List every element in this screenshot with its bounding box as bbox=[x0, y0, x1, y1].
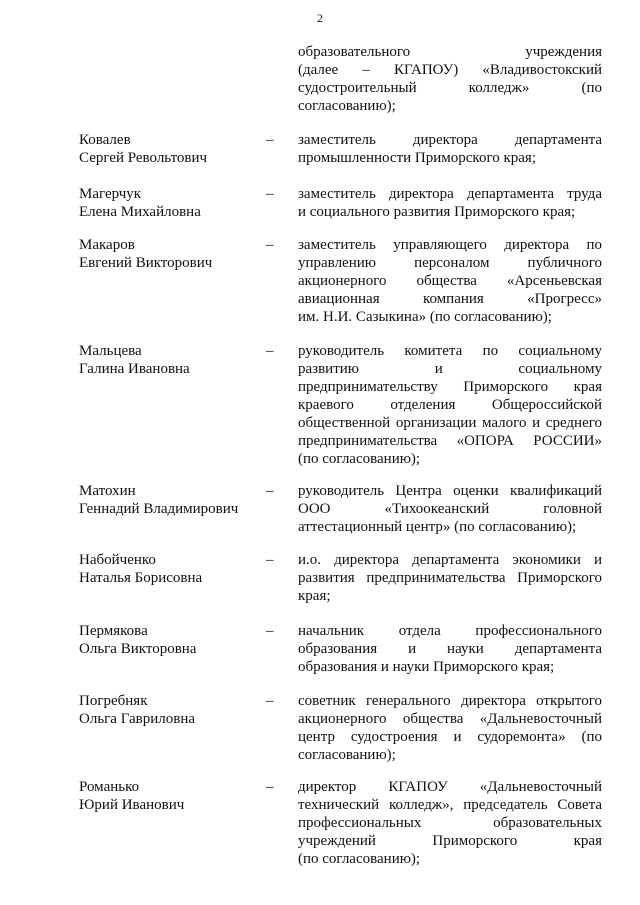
role-line: края; bbox=[298, 588, 331, 604]
dash-separator: – bbox=[266, 623, 274, 639]
member-name bbox=[79, 622, 264, 658]
member-role bbox=[298, 482, 602, 536]
role-line: (по согласованию); bbox=[298, 851, 421, 867]
member-name bbox=[79, 185, 264, 221]
member-surname: Романько bbox=[79, 779, 140, 795]
role-line: начальник отдела профессионального bbox=[298, 623, 602, 639]
member-role bbox=[298, 236, 602, 326]
member-surname: Матохин bbox=[79, 483, 136, 499]
role-line: (по согласованию); bbox=[298, 451, 421, 467]
member-given-name: Сергей Револьтович bbox=[79, 150, 208, 166]
role-line: аттестационный центр» (по согласованию); bbox=[298, 519, 577, 535]
member-surname: Набойченко bbox=[79, 552, 156, 568]
role-line: управлению персоналом публичного bbox=[298, 255, 602, 271]
member-role bbox=[298, 622, 602, 676]
dash-separator: – bbox=[266, 237, 274, 253]
member-surname: Магерчук bbox=[79, 186, 142, 202]
member-role bbox=[298, 185, 602, 221]
member-role bbox=[298, 551, 602, 605]
role-line: заместитель директора департамента труда bbox=[298, 186, 602, 202]
role-line: развития предпринимательства Приморского bbox=[298, 570, 602, 586]
member-name bbox=[79, 551, 264, 587]
role-line: развитию и социальному bbox=[298, 361, 602, 377]
member-surname: Мальцева bbox=[79, 343, 142, 359]
role-line: согласованию); bbox=[298, 98, 396, 114]
role-line: (далее – КГАПОУ) «Владивостокский bbox=[298, 62, 602, 78]
member-role bbox=[298, 692, 602, 764]
role-line: акционерного общества «Дальневосточный bbox=[298, 711, 602, 727]
member-given-name: Наталья Борисовна bbox=[79, 570, 203, 586]
member-name bbox=[79, 778, 264, 814]
role-line: согласованию); bbox=[298, 747, 396, 763]
role-line: технический колледж», председатель Совета bbox=[298, 797, 602, 813]
role-line: ООО «Тихоокеанский головной bbox=[298, 501, 602, 517]
member-given-name: Елена Михайловна bbox=[79, 204, 201, 220]
member-name bbox=[79, 692, 264, 728]
continuation-text bbox=[298, 43, 602, 115]
role-line: заместитель управляющего директора по bbox=[298, 237, 602, 253]
role-line: предпринимательству Приморского края bbox=[298, 379, 602, 395]
member-surname: Ковалев bbox=[79, 132, 131, 148]
dash-separator: – bbox=[266, 343, 274, 359]
dash-separator: – bbox=[266, 186, 274, 202]
role-line: общественной организации малого и среднего bbox=[298, 415, 602, 431]
member-given-name: Евгений Викторович bbox=[79, 255, 213, 271]
role-line: судостроительный колледж» (по bbox=[298, 80, 602, 96]
member-surname: Макаров bbox=[79, 237, 135, 253]
dash-separator: – bbox=[266, 693, 274, 709]
role-line: центр судостроения и судоремонта» (по bbox=[298, 729, 602, 745]
role-line: директор КГАПОУ «Дальневосточный bbox=[298, 779, 602, 795]
role-line: краевого отделения Общероссийской bbox=[298, 397, 602, 413]
role-line: советник генерального директора открытого bbox=[298, 693, 602, 709]
dash-separator: – bbox=[266, 132, 274, 148]
role-line: учреждений Приморского края bbox=[298, 833, 602, 849]
role-line: акционерного общества «Арсеньевская bbox=[298, 273, 602, 289]
member-role bbox=[298, 778, 602, 868]
role-line: и.о. директора департамента экономики и bbox=[298, 552, 602, 568]
dash-separator: – bbox=[266, 552, 274, 568]
role-line: и социального развития Приморского края; bbox=[298, 204, 576, 220]
member-name bbox=[79, 131, 264, 167]
role-line: им. Н.И. Сазыкина» (по согласованию); bbox=[298, 309, 552, 325]
role-line: образования и науки Приморского края; bbox=[298, 659, 555, 675]
member-surname: Погребняк bbox=[79, 693, 148, 709]
role-line: заместитель директора департамента bbox=[298, 132, 602, 148]
member-name bbox=[79, 342, 264, 378]
role-line: промышленности Приморского края; bbox=[298, 150, 537, 166]
member-name bbox=[79, 482, 264, 518]
role-line: образования и науки департамента bbox=[298, 641, 602, 657]
member-given-name: Геннадий Владимирович bbox=[79, 501, 239, 517]
member-given-name: Юрий Иванович bbox=[79, 797, 185, 813]
member-given-name: Ольга Викторовна bbox=[79, 641, 197, 657]
dash-separator: – bbox=[266, 779, 274, 795]
member-role bbox=[298, 342, 602, 468]
dash-separator: – bbox=[266, 483, 274, 499]
role-line: руководитель Центра оценки квалификаций bbox=[298, 483, 602, 499]
role-line: авиационная компания «Прогресс» bbox=[298, 291, 602, 307]
member-given-name: Ольга Гавриловна bbox=[79, 711, 196, 727]
role-line: предпринимательства «ОПОРА РОССИИ» bbox=[298, 433, 602, 449]
page-number: 2 bbox=[317, 11, 323, 25]
member-role bbox=[298, 131, 602, 167]
member-given-name: Галина Ивановна bbox=[79, 361, 190, 377]
member-name bbox=[79, 236, 264, 272]
role-line: образовательного учреждения bbox=[298, 44, 602, 60]
role-line: профессиональных образовательных bbox=[298, 815, 602, 831]
role-line: руководитель комитета по социальному bbox=[298, 343, 602, 359]
member-surname: Пермякова bbox=[79, 623, 148, 639]
